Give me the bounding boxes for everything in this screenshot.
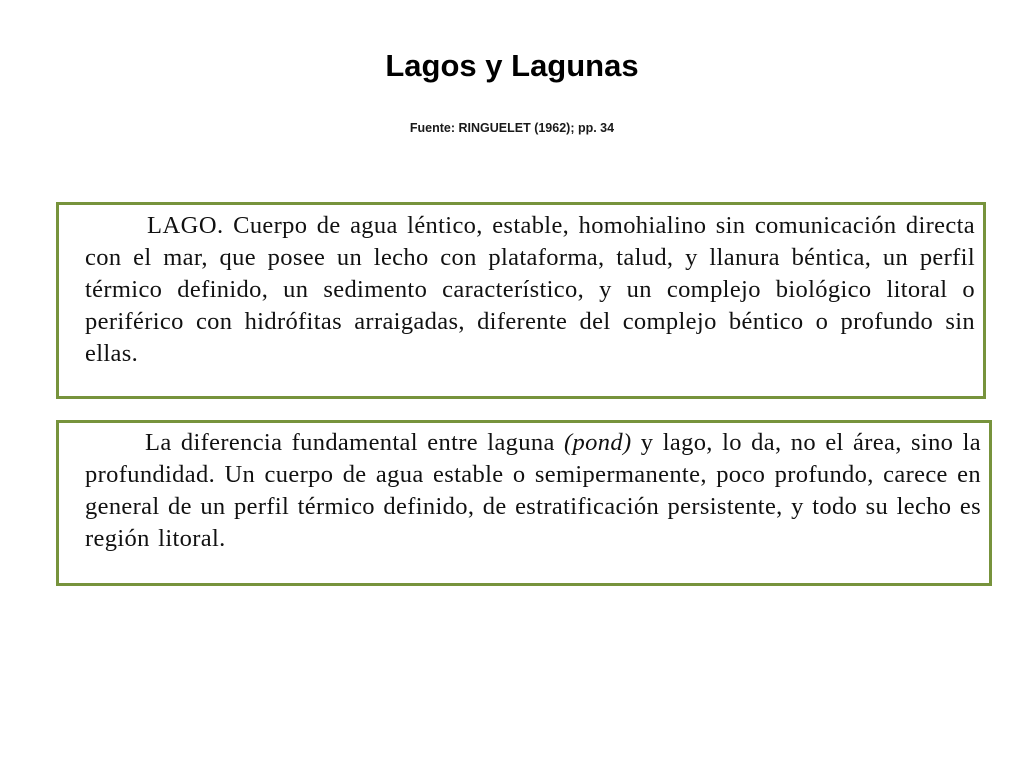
- laguna-definition-text: y lago, lo da, no el área, sino la profundidad. Un cuerpo de agua estable o semipermanente, poco profundo, carece en general de un perfil térmico definido, de estratificación persistente, y todo su lecho es región litoral.: [85, 429, 981, 552]
- source-citation: Fuente: RINGUELET (1962); pp. 34: [409, 121, 615, 135]
- lago-definition-paragraph: [59, 205, 983, 370]
- laguna-definition-paragraph: [59, 423, 989, 555]
- lago-term: LAGO.: [147, 212, 224, 239]
- laguna-definition-box: [56, 420, 992, 586]
- slide-title: Lagos y Lagunas: [385, 48, 639, 83]
- lago-definition-text: Cuerpo de agua léntico, estable, homohialino sin comunicación directa con el mar, que posee un lecho con plataforma, talud, y llanura béntica, un perfil térmico definido, un sedimento característico, y un complejo biológico litoral o periférico con hidrófitas arraigadas, diferente del complejo béntico o profundo sin ellas.: [85, 212, 975, 367]
- laguna-lead-text: La diferencia fundamental entre laguna: [145, 429, 555, 456]
- pond-term: (pond): [564, 429, 632, 456]
- lago-definition-box: [56, 202, 986, 399]
